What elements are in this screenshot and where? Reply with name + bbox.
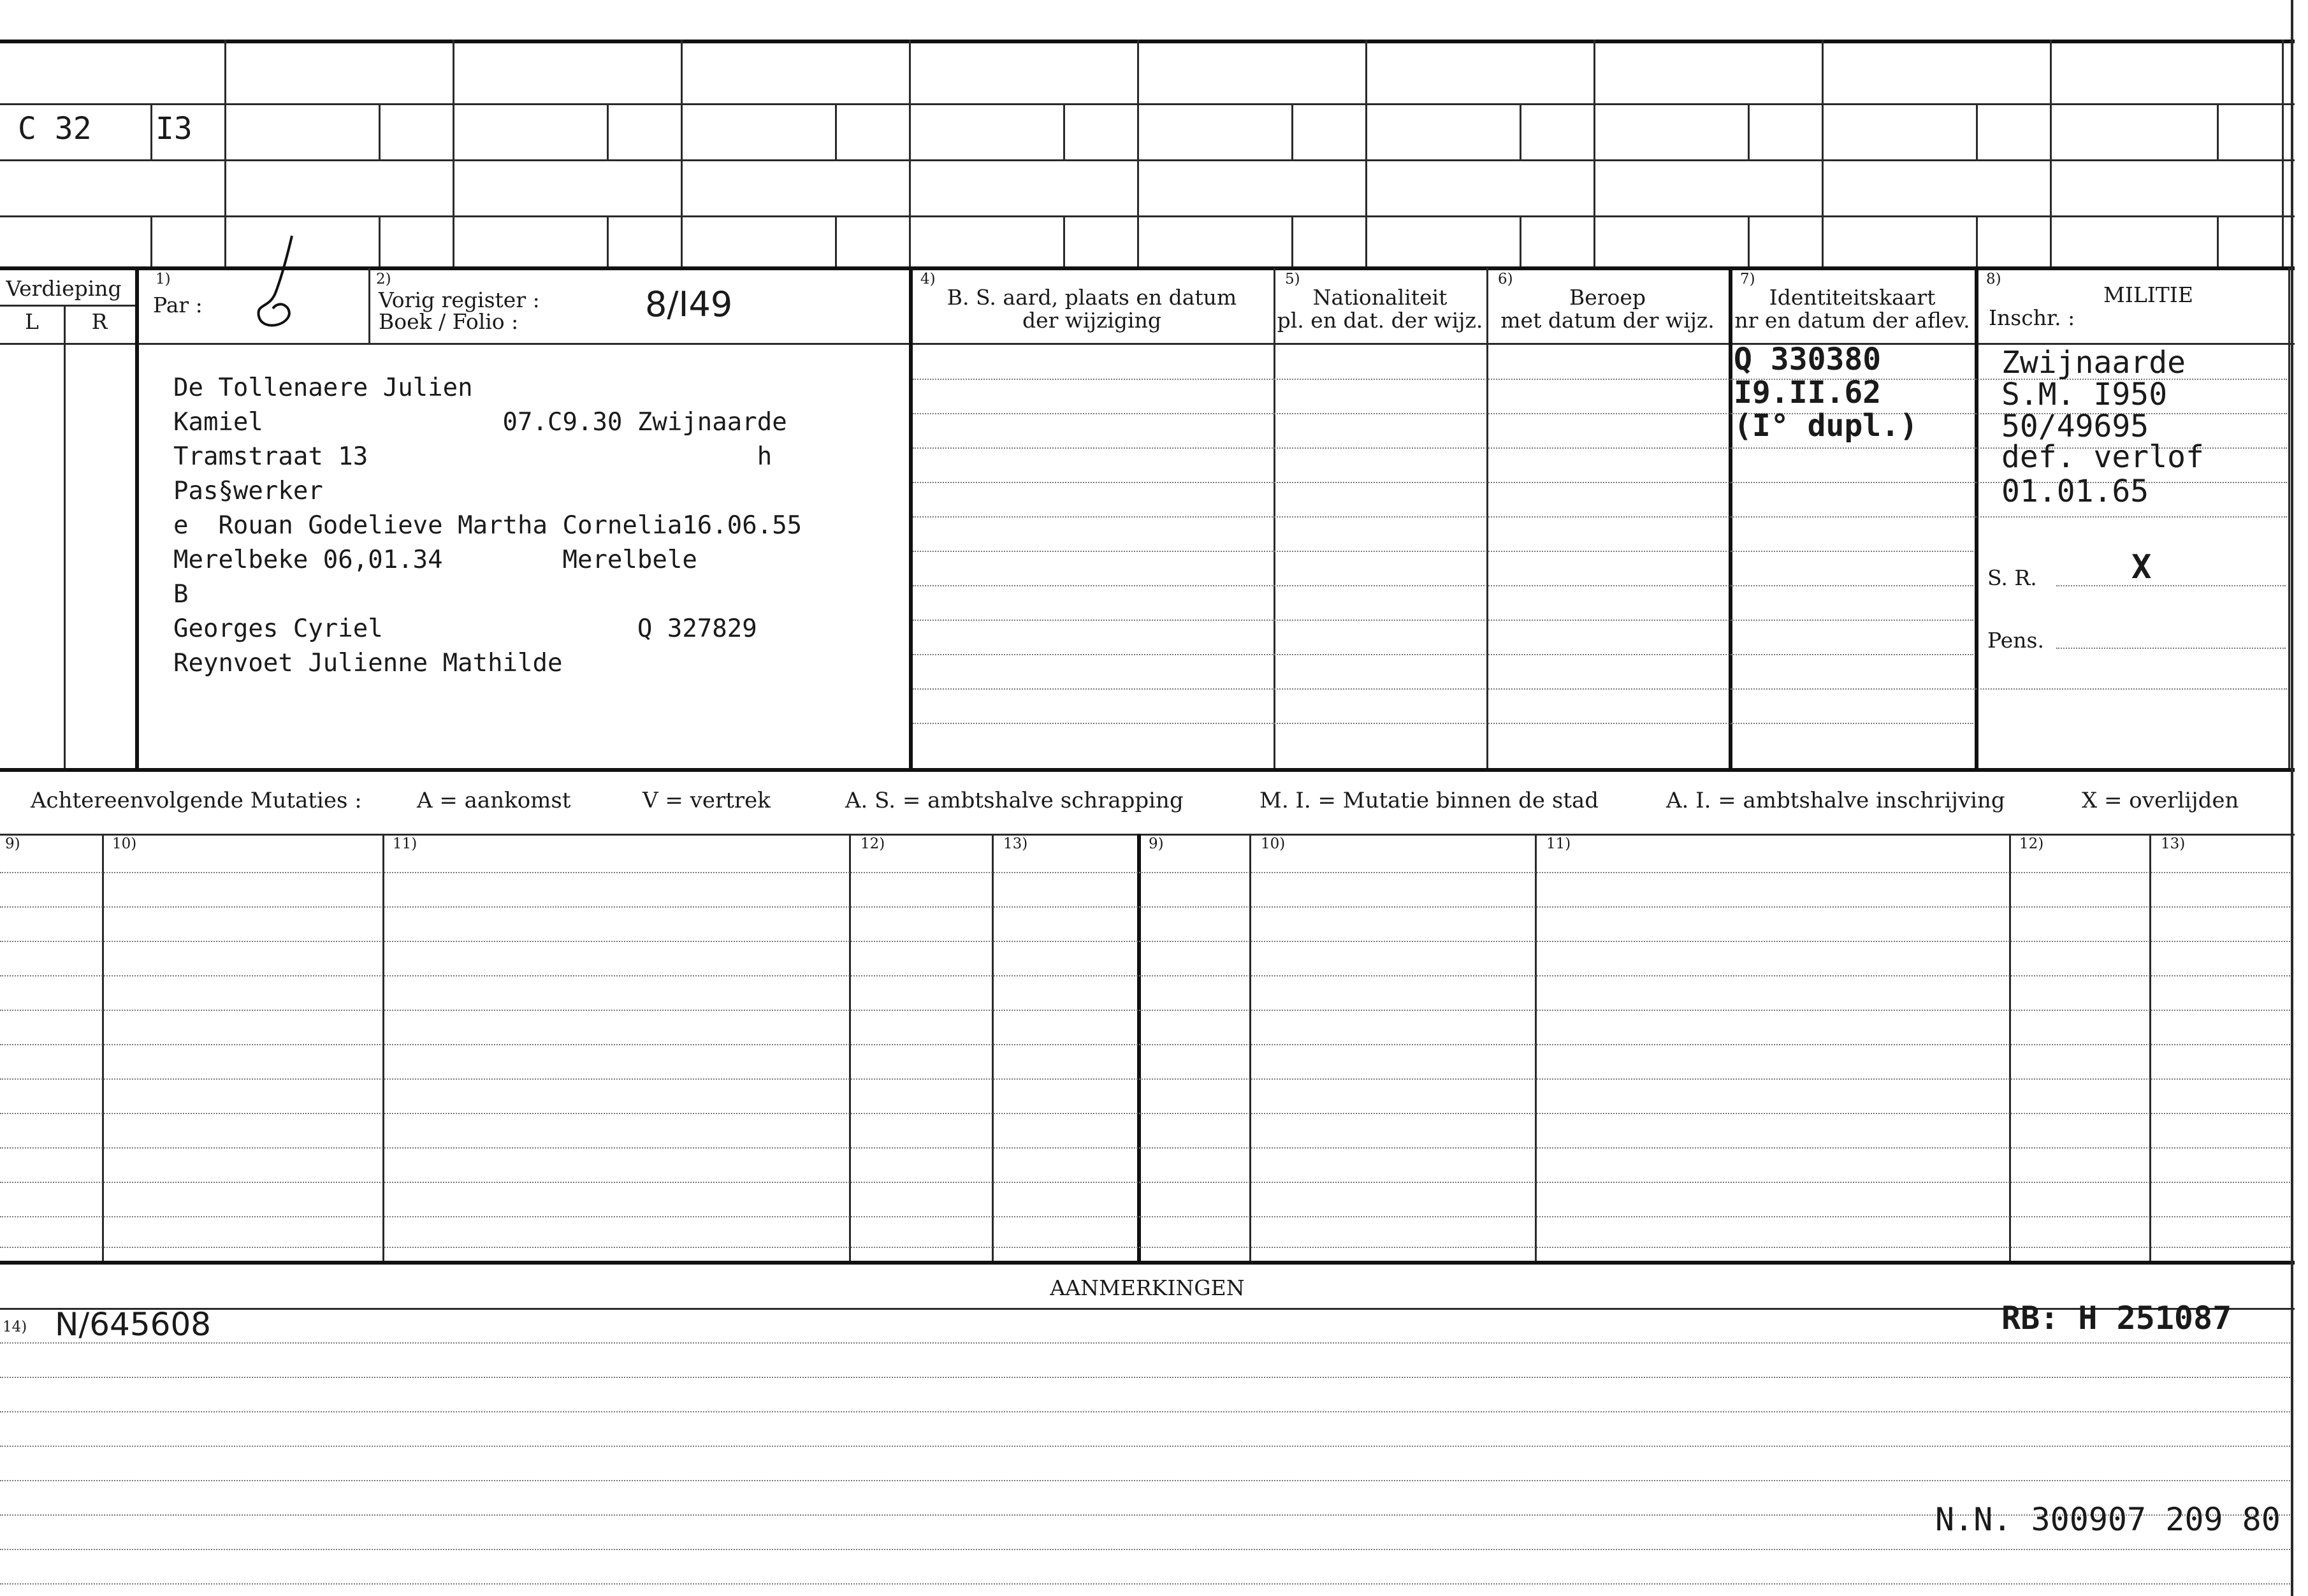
col2-label2: Boek / Folio : <box>379 309 519 334</box>
remarks-top <box>0 1308 2295 1310</box>
signature-mark <box>242 232 319 340</box>
remarks-line <box>0 1583 2292 1585</box>
grid-line <box>0 159 2295 161</box>
mut-col-num: 11) <box>393 836 417 852</box>
mut-col-num: 10) <box>1261 836 1286 852</box>
writing-line <box>913 723 1973 724</box>
grid-vline <box>835 103 837 159</box>
mutation-row-line <box>0 1147 2292 1149</box>
mut-col-num: 13) <box>1003 836 1028 852</box>
col-vline <box>1486 268 1488 768</box>
col6-label2: met datum der wijz. <box>1500 308 1715 333</box>
mut-vline <box>1137 834 1141 1261</box>
grid-vline <box>681 40 683 266</box>
register-code: C 32 <box>18 111 92 147</box>
grid-vline <box>1976 103 1978 159</box>
person-line-3: Tramstraat 13 h <box>173 442 773 471</box>
mutation-row-line <box>0 1182 2292 1183</box>
writing-line <box>913 551 1973 552</box>
col-vline <box>1729 268 1732 768</box>
col6-num: 6) <box>1498 271 1513 287</box>
grid-vline <box>2282 40 2284 266</box>
body-bottom <box>0 768 2295 772</box>
mutations-top <box>0 834 2295 836</box>
col6-label1: Beroep <box>1569 285 1646 310</box>
grid-vline <box>1520 103 1521 159</box>
col4-label2: der wijziging <box>1022 308 1161 333</box>
grid-line <box>0 266 2295 270</box>
militie-label: MILITIE <box>2103 282 2193 307</box>
mut-col-num: 12) <box>2019 836 2044 852</box>
person-line-2: Kamiel 07.C9.30 Zwijnaarde <box>173 408 787 437</box>
remarks-value: N/645608 <box>55 1306 212 1343</box>
col5-num: 5) <box>1285 271 1300 287</box>
previous-register-value: 8/I49 <box>645 284 733 324</box>
grid-vline <box>150 215 152 266</box>
verdieping-right: R <box>91 309 108 334</box>
legend-departure: V = vertrek <box>642 788 771 813</box>
col-vline <box>368 268 370 344</box>
remarks-line <box>0 1480 2292 1481</box>
mutation-row-line <box>0 1113 2292 1114</box>
writing-line <box>913 688 2287 690</box>
person-line-6: Merelbeke 06,01.34 Merelbele <box>173 546 697 574</box>
grid-vline <box>2217 103 2219 159</box>
grid-line <box>0 103 2295 105</box>
grid-vline <box>150 103 152 159</box>
writing-line <box>913 654 1973 655</box>
verdieping-left: L <box>25 309 39 334</box>
mutation-row-line <box>0 1078 2292 1080</box>
register-number: I3 <box>156 111 192 147</box>
col-vline <box>135 268 139 768</box>
remarks-line <box>0 1446 2292 1447</box>
col7-label2: nr en datum der aflev. <box>1734 308 1970 333</box>
person-line-5: e Rouan Godelieve Martha Cornelia16.06.55 <box>173 511 802 540</box>
grid-vline <box>607 215 609 266</box>
grid-vline <box>1291 103 1293 159</box>
grid-vline <box>2050 40 2052 266</box>
header-bottom <box>0 343 2295 345</box>
remarks-line <box>0 1377 2292 1378</box>
id-card-line-1: Q 330380 <box>1734 342 1882 377</box>
col1-num: 1) <box>156 271 171 287</box>
grid-vline <box>1063 103 1065 159</box>
grid-vline <box>607 103 609 159</box>
remarks-line <box>0 1549 2292 1550</box>
grid-vline <box>1822 40 1824 266</box>
remarks-title: AANMERKINGEN <box>1050 1275 1245 1300</box>
writing-line <box>913 516 2287 518</box>
mut-vline <box>382 834 384 1261</box>
writing-line <box>913 620 1973 621</box>
remarks-line <box>0 1411 2292 1412</box>
pens-label: Pens. <box>1987 628 2044 653</box>
mut-col-num: 10) <box>112 836 137 852</box>
mutation-row-line <box>0 1010 2292 1011</box>
mut-vline <box>849 834 851 1261</box>
grid-vline <box>379 215 381 266</box>
legend-ai: A. I. = ambtshalve inschrijving <box>1666 788 2005 813</box>
grid-vline <box>1063 215 1065 266</box>
mutation-row-line <box>0 872 2292 873</box>
person-line-8: Georges Cyriel Q 327829 <box>173 614 757 643</box>
grid-vline <box>1748 103 1750 159</box>
pens-line <box>2056 648 2286 649</box>
mutations-title: Achtereenvolgende Mutaties : <box>31 788 362 813</box>
person-line-4: Pas§werker <box>173 477 323 505</box>
grid-vline <box>1976 215 1978 266</box>
mutation-row-line <box>0 975 2292 976</box>
person-line-1: De Tollenaere Julien <box>173 374 473 402</box>
legend-death: X = overlijden <box>2082 788 2239 813</box>
grid-vline <box>453 40 454 266</box>
national-number: N.N. 300907 209 80 <box>1935 1501 2281 1538</box>
mut-vline <box>1249 834 1251 1261</box>
grid-line <box>0 215 2295 217</box>
mutation-row-line <box>0 906 2292 908</box>
col4-num: 4) <box>920 271 936 287</box>
remarks-line <box>0 1342 2292 1344</box>
verdieping-label: Verdieping <box>6 276 122 301</box>
col-vline <box>1274 268 1275 768</box>
grid-vline <box>1365 40 1367 266</box>
grid-vline <box>224 40 226 266</box>
mut-vline <box>1535 834 1537 1261</box>
col-vline-lr <box>64 306 66 768</box>
col4-label1: B. S. aard, plaats en datum <box>947 285 1237 310</box>
col-vline <box>2288 268 2290 768</box>
mut-vline <box>2149 834 2151 1261</box>
mut-vline <box>2009 834 2011 1261</box>
mut-vline <box>992 834 994 1261</box>
id-card-line-2: I9.II.62 <box>1734 375 1882 410</box>
legend-mi: M. I. = Mutatie binnen de stad <box>1259 788 1599 813</box>
mut-col-num: 13) <box>2161 836 2186 852</box>
grid-vline <box>1291 215 1293 266</box>
grid-vline <box>1137 40 1139 266</box>
writing-line <box>913 585 1973 586</box>
militia-line-5: 01.01.65 <box>2001 474 2149 509</box>
mutations-bottom <box>0 1261 2295 1265</box>
col-vline <box>1975 268 1978 768</box>
col5-label1: Nationaliteit <box>1312 285 1448 310</box>
militie-inschr-label: Inschr. : <box>1989 305 2075 330</box>
col7-num: 7) <box>1740 271 1755 287</box>
grid-vline <box>835 215 837 266</box>
grid-vline <box>909 40 911 266</box>
person-line-9: Reynvoet Julienne Mathilde <box>173 649 563 678</box>
grid-vline <box>2217 215 2219 266</box>
col1-label: Par : <box>153 293 203 317</box>
grid-vline <box>379 103 381 159</box>
mut-vline <box>102 834 104 1261</box>
legend-arrival: A = aankomst <box>417 788 571 813</box>
militia-line-2: S.M. I950 <box>2001 377 2168 412</box>
col2-label1: Vorig register : <box>379 287 540 312</box>
militia-line-3: 50/49695 <box>2001 409 2149 444</box>
sr-label: S. R. <box>1987 565 2037 590</box>
top-border <box>0 40 2295 43</box>
sr-line <box>2056 585 2286 586</box>
militia-line-1: Zwijnaarde <box>2001 345 2186 381</box>
grid-vline <box>1520 215 1521 266</box>
col2-num: 2) <box>376 271 391 287</box>
col-vline <box>909 268 913 768</box>
mutation-row-line <box>0 1247 2292 1248</box>
mut-col-num: 9) <box>1149 836 1164 852</box>
mutation-row-line <box>0 941 2292 942</box>
grid-vline <box>1593 40 1595 266</box>
mut-col-num: 12) <box>860 836 885 852</box>
mut-col-num: 9) <box>5 836 20 852</box>
person-line-7: B <box>173 580 189 609</box>
sr-value: X <box>2131 548 2152 586</box>
militia-line-4: def. verlof <box>2001 439 2204 475</box>
remarks-num: 14) <box>3 1319 27 1335</box>
id-card-line-3: (I° dupl.) <box>1734 408 1918 444</box>
grid-vline <box>1748 215 1750 266</box>
remarks-rb: RB: H 251087 <box>2001 1300 2232 1337</box>
mutation-row-line <box>0 1044 2292 1045</box>
right-edge <box>2291 0 2293 1596</box>
col8-num: 8) <box>1986 271 2001 287</box>
mutation-row-line <box>0 1216 2292 1217</box>
col7-label1: Identiteitskaart <box>1769 285 1936 310</box>
col5-label2: pl. en dat. der wijz. <box>1277 308 1483 333</box>
legend-as: A. S. = ambtshalve schrapping <box>845 788 1184 813</box>
mut-col-num: 11) <box>1546 836 1571 852</box>
verdieping-divider <box>0 305 135 307</box>
